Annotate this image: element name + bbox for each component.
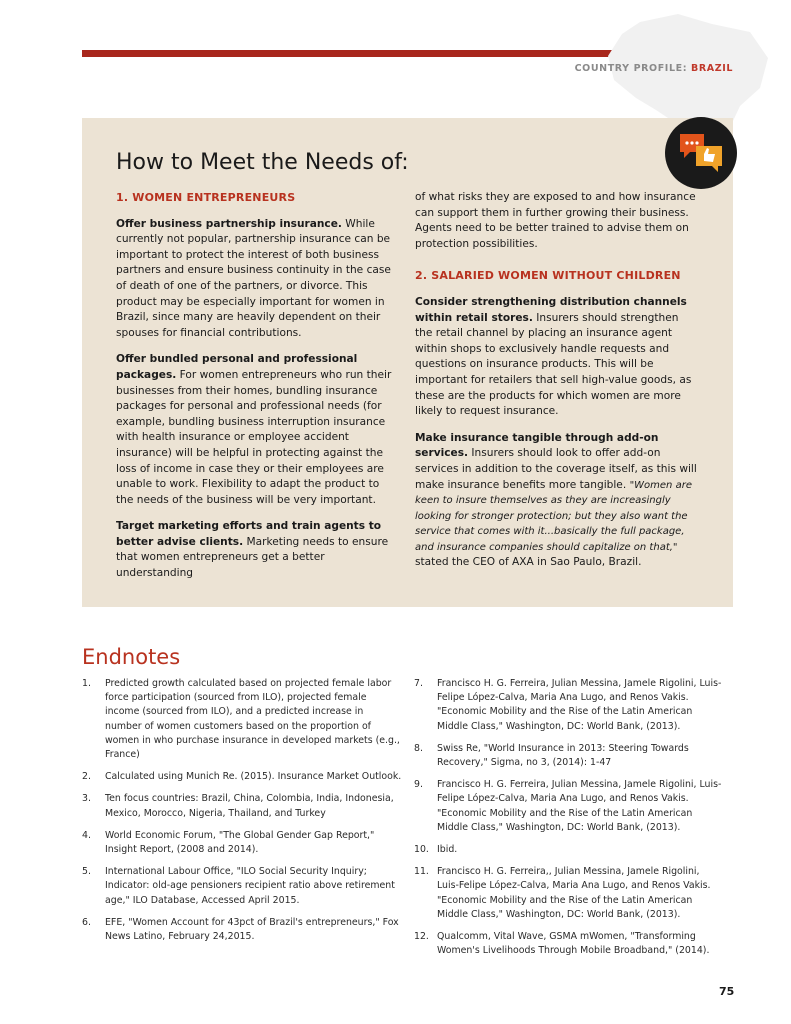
endnote-item: [414, 778, 724, 835]
endnotes-right-list: [414, 677, 724, 966]
endnote-number: 6.: [82, 916, 91, 928]
endnote-item: [82, 916, 402, 944]
endnote-number: 9.: [414, 779, 423, 791]
endnote-text: Qualcomm, Vital Wave, GSMA mWomen, "Transforming Women's Livelihoods Through Mobile Broadband," (2014).: [437, 931, 710, 957]
endnote-item: [414, 865, 724, 922]
body-add-on: Insurers should look to offer add-on services in addition to the coverage itself, as this will make insurance benefits more tangible.: [415, 447, 697, 491]
paragraph-marketing: [116, 519, 398, 581]
quote-add-on: "Women are keen to insure themselves as they are increasingly looking for stronger protection; but they also want the service that comes with it...basically the full package, and insurance companies should capitalize on that,": [415, 479, 692, 553]
endnote-item: [414, 843, 724, 857]
endnote-text: World Economic Forum, "The Global Gender Gap Report," Insight Report, (2008 and 2014).: [105, 829, 375, 856]
endnote-text: Predicted growth calculated based on projected female labor force participation (sourced from ILO), projected female income (sourced from ILO), and a predicted increase in number of women customers based on the proportion of women in who purchase insurance in developed markets (e.g., France): [105, 678, 400, 761]
endnote-text: Francisco H. G. Ferreira, Julian Messina, Jamele Rigolini, Luis-Felipe López-Calva, Maria Ana Lugo, and Renos Vakis. "Economic Mobility and the Rise of the Latin American Middle Class," Washington, DC: World Bank, (2013).: [437, 779, 722, 833]
body-partnership: While currently not popular, partnership insurance can be important to protect the interest of both business partners and ensure business continuity in the case of death of one of the partners, or divorce. This product may be especially important for women in Brazil, since many are heavily dependent on their spouses for financial contributions.: [116, 217, 391, 339]
endnote-text: Ten focus countries: Brazil, China, Colombia, India, Indonesia, Mexico, Morocco, Nigeria, Thailand, and Turkey: [105, 793, 394, 819]
endnote-number: 5.: [82, 866, 91, 878]
endnote-item: [414, 742, 724, 770]
endnote-item: [82, 677, 402, 762]
lead-marketing: Target marketing efforts and train agents to better advise clients.: [116, 520, 382, 548]
lead-add-on: Make insurance tangible through add-on services.: [415, 431, 659, 460]
endnote-number: 7.: [414, 678, 423, 689]
endnote-text: Calculated using Munich Re. (2015). Insurance Market Outlook.: [105, 771, 402, 783]
body-retail: Insurers should strengthen the retail channel by placing an insurance agent within shops to exclusively handle requests and questions on insurance products. This will be important for retailers that sell high-value goods, as these are the products for which women are more likely to request insurance.: [415, 311, 692, 418]
box-title: How to Meet the Needs of:: [116, 150, 409, 175]
tail-add-on: stated the CEO of AXA in Sao Paulo, Brazil.: [415, 556, 642, 569]
endnote-item: [414, 930, 724, 958]
endnote-number: 11.: [414, 866, 429, 878]
paragraph-bundled: [116, 352, 398, 508]
page-number: 75: [719, 985, 735, 998]
lead-partnership: Offer business partnership insurance.: [116, 217, 342, 230]
endnote-text: Francisco H. G. Ferreira, Julian Messina, Jamele Rigolini, Luis-Felipe López-Calva, Maria Ana Lugo, and Renos Vakis. "Economic Mobility and the Rise of the Latin American Middle Class," Washington, DC: World Bank, (2013).: [437, 678, 722, 732]
chat-bubbles-icon: [678, 132, 724, 176]
left-column: [116, 190, 398, 593]
section-heading-women-entrepreneurs: 1. WOMEN ENTREPRENEURS: [116, 191, 296, 204]
profile-country: BRAZIL: [691, 63, 733, 74]
endnote-text: Swiss Re, "World Insurance in 2013: Steering Towards Recovery," Sigma, no 3, (2014): 1-47: [437, 742, 689, 769]
right-column: [415, 190, 697, 582]
paragraph-marketing-continued: of what risks they are exposed to and how insurance can support them in further growing their business. Agents need to be better trained to advise them on protection possibilities.: [415, 191, 696, 250]
endnote-number: 1.: [82, 678, 91, 689]
endnote-number: 8.: [414, 742, 423, 754]
section-heading-salaried-women: 2. SALARIED WOMEN WITHOUT CHILDREN: [415, 269, 681, 283]
paragraph-retail: [415, 295, 697, 420]
chat-badge: [665, 117, 737, 189]
endnote-item: [82, 792, 402, 820]
lead-bundled: Offer bundled personal and professional packages.: [116, 353, 358, 381]
endnote-text: EFE, "Women Account for 43pct of Brazil's entrepreneurs," Fox News Latino, February 24,2015.: [105, 916, 399, 943]
body-bundled: For women entrepreneurs who run their businesses from their homes, bundling insurance packages for personal and professional needs (for example, bundling business interruption insurance with health insurance or employee accident insurance) will be helpful in protecting against the loss of income in case they or their employees are unable to work. Flexibility to adapt the product to the needs of the business will be very important.: [116, 368, 392, 506]
endnote-text: International Labour Office, "ILO Social Security Inquiry; Indicator: old-age pensioners recipient ratio above retirement age," ILO Database, Accessed April 2015.: [105, 866, 395, 906]
paragraph-add-on: [415, 431, 697, 571]
endnote-item: [82, 865, 402, 908]
profile-label-text: COUNTRY PROFILE:: [574, 63, 691, 74]
endnote-text: Francisco H. G. Ferreira,, Julian Messina, Jamele Rigolini, Luis-Felipe López-Calva, Maria Ana Lugo, and Renos Vakis. "Economic Mobility and the Rise of the Latin American Middle Class," Washington, DC: World Bank, (2013).: [437, 866, 711, 920]
endnote-number: 10.: [414, 844, 429, 856]
body-marketing: Marketing needs to ensure that women entrepreneurs get a better understanding: [116, 535, 389, 580]
endnote-item: [82, 829, 402, 857]
endnote-number: 12.: [414, 931, 429, 943]
endnote-item: [414, 677, 724, 734]
endnote-number: 3.: [82, 793, 91, 805]
endnotes-title: Endnotes: [82, 645, 181, 669]
endnote-item: [82, 770, 402, 784]
endnotes-left-list: [82, 677, 402, 952]
country-profile-label: [575, 63, 733, 74]
paragraph-partnership: [116, 217, 398, 342]
endnote-number: 2.: [82, 771, 91, 783]
lead-retail: Consider strengthening distribution channels within retail stores.: [415, 295, 687, 324]
endnote-text: Ibid.: [437, 844, 458, 856]
endnote-number: 4.: [82, 829, 91, 841]
